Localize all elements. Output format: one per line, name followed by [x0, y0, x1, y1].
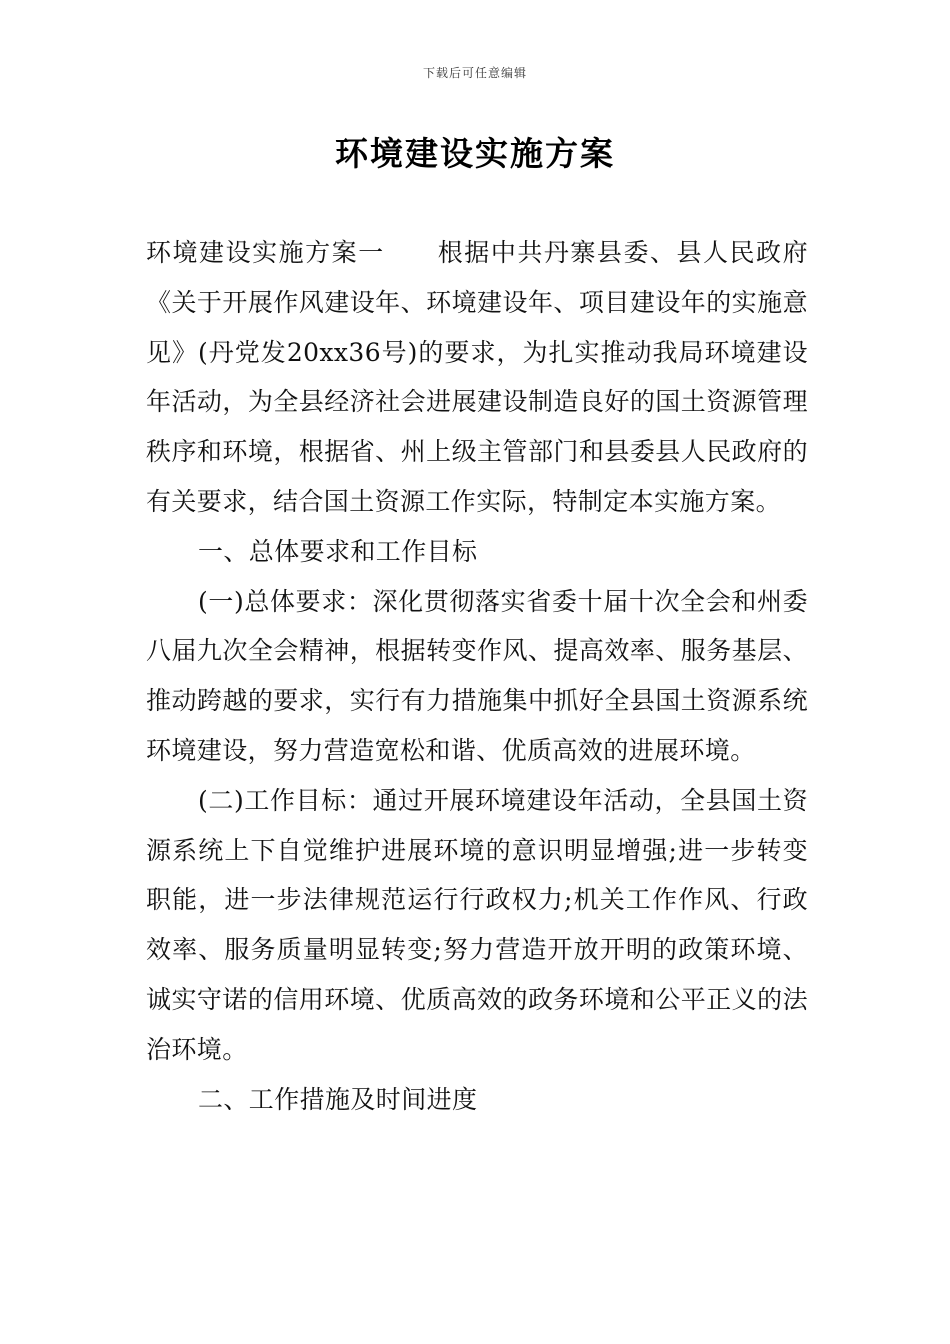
paragraph-intro: 环境建设实施方案一 根据中共丹寨县委、县人民政府《关于开展作风建设年、环境建设年、项目建设年的实施意见》(丹党发20xx36号)的要求，为扎实推动我局环境建设年活动，为全县经济社会进展建设制造良好的国土资源管理秩序和环境，根据省、州上级主管部门和县委县人民政府的有关要求，结合国土资源工作实际，特制定本实施方案。: [146, 238, 808, 516]
paragraph-work-goals: (二)工作目标：通过开展环境建设年活动，全县国土资源系统上下自觉维护进展环境的意识明显增强;进一步转变职能，进一步法律规范运行行政权力;机关工作作风、行政效率、服务质量明显转变;努力营造开放开明的政策环境、诚实守诺的信用环境、优质高效的政务环境和公平正义的法治环境。: [146, 785, 808, 1064]
header-note: 下载后可任意编辑: [422, 66, 527, 80]
paragraph-overall-requirements: (一)总体要求：深化贯彻落实省委十届十次全会和州委八届九次全会精神，根据转变作风、提高效率、服务基层、推动跨越的要求，实行有力措施集中抓好全县国土资源系统环境建设，努力营造宽松和谐、优质高效的进展环境。: [146, 586, 808, 765]
section-heading-2: 二、工作措施及时间进度: [198, 1084, 478, 1114]
document-body: [146, 228, 808, 1124]
section-heading-1: 一、总体要求和工作目标: [198, 536, 478, 566]
document-title: 环境建设实施方案: [335, 134, 615, 173]
